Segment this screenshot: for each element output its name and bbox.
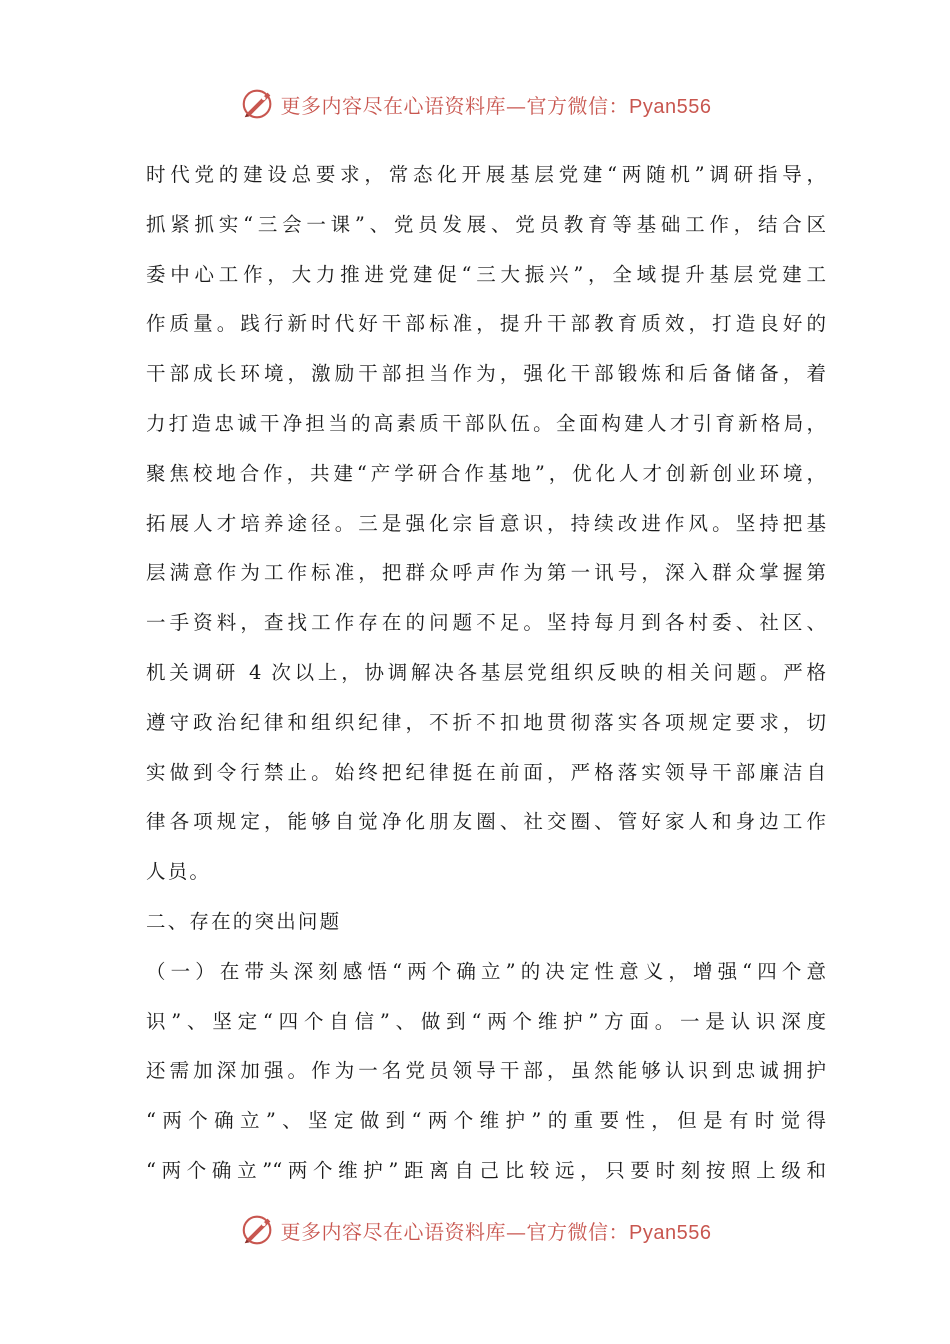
body-line: “两个确立”“两个维护”距离自己比较远，只要时刻按照上级和 bbox=[146, 1158, 826, 1182]
pen-logo-icon bbox=[239, 85, 277, 123]
body-line: 时代党的建设总要求，常态化开展基层党建“两随机”调研指导， bbox=[146, 163, 826, 186]
body-line: 力打造忠诚干净担当的高素质干部队伍。全面构建人才引育新格局， bbox=[146, 411, 826, 435]
body-line: 抓紧抓实“三会一课”、党员发展、党员教育等基础工作，结合区 bbox=[146, 212, 826, 236]
footer-banner bbox=[0, 1210, 950, 1250]
document-body bbox=[146, 150, 826, 1196]
body-line: 拓展人才培养途径。三是强化宗旨意识，持续改进作风。坚持把基 bbox=[146, 511, 826, 535]
body-line: 委中心工作，大力推进党建促“三大振兴”，全域提升基层党建工 bbox=[146, 262, 826, 286]
header-banner bbox=[0, 84, 950, 124]
body-line: 一手资料，查找工作存在的问题不足。坚持每月到各村委、社区、 bbox=[146, 611, 826, 635]
body-line: 聚焦校地合作，共建“产学研合作基地”，优化人才创新创业环境， bbox=[146, 461, 826, 485]
header-banner-text: 更多内容尽在心语资料库—官方微信：Pyan556 bbox=[280, 93, 712, 118]
body-line: 干部成长环境，激励干部担当作为，强化干部锻炼和后备储备，着 bbox=[146, 362, 826, 386]
body-line: 还需加深加强。作为一名党员领导干部，虽然能够认识到忠诚拥护 bbox=[146, 1059, 826, 1083]
body-line: 层满意作为工作标准，把群众呼声作为第一讯号，深入群众掌握第 bbox=[146, 561, 826, 585]
body-line: 实做到令行禁止。始终把纪律挺在前面，严格落实领导干部廉洁自 bbox=[146, 760, 826, 784]
footer-banner-text: 更多内容尽在心语资料库—官方微信：Pyan556 bbox=[280, 1219, 712, 1244]
body-line: 作质量。践行新时代好干部标准，提升干部教育质效，打造良好的 bbox=[146, 312, 826, 336]
body-line: 遵守政治纪律和组织纪律，不折不扣地贯彻落实各项规定要求，切 bbox=[146, 710, 826, 734]
body-line: （一）在带头深刻感悟“两个确立”的决定性意义，增强“四个意 bbox=[146, 959, 826, 983]
body-line: “两个确立”、坚定做到“两个维护”的重要性，但是有时觉得 bbox=[146, 1109, 826, 1133]
body-line: 律各项规定，能够自觉净化朋友圈、社交圈、管好家人和身边工作 bbox=[146, 810, 826, 834]
pen-logo-icon bbox=[239, 1211, 277, 1249]
body-line: 人员。 bbox=[146, 860, 212, 884]
body-line: 机关调研 4 次以上，协调解决各基层党组织反映的相关问题。严格 bbox=[146, 660, 826, 684]
section-heading: 二、存在的突出问题 bbox=[146, 909, 342, 933]
body-line: 识”、坚定“四个自信”、做到“两个维护”方面。一是认识深度 bbox=[146, 1009, 826, 1033]
